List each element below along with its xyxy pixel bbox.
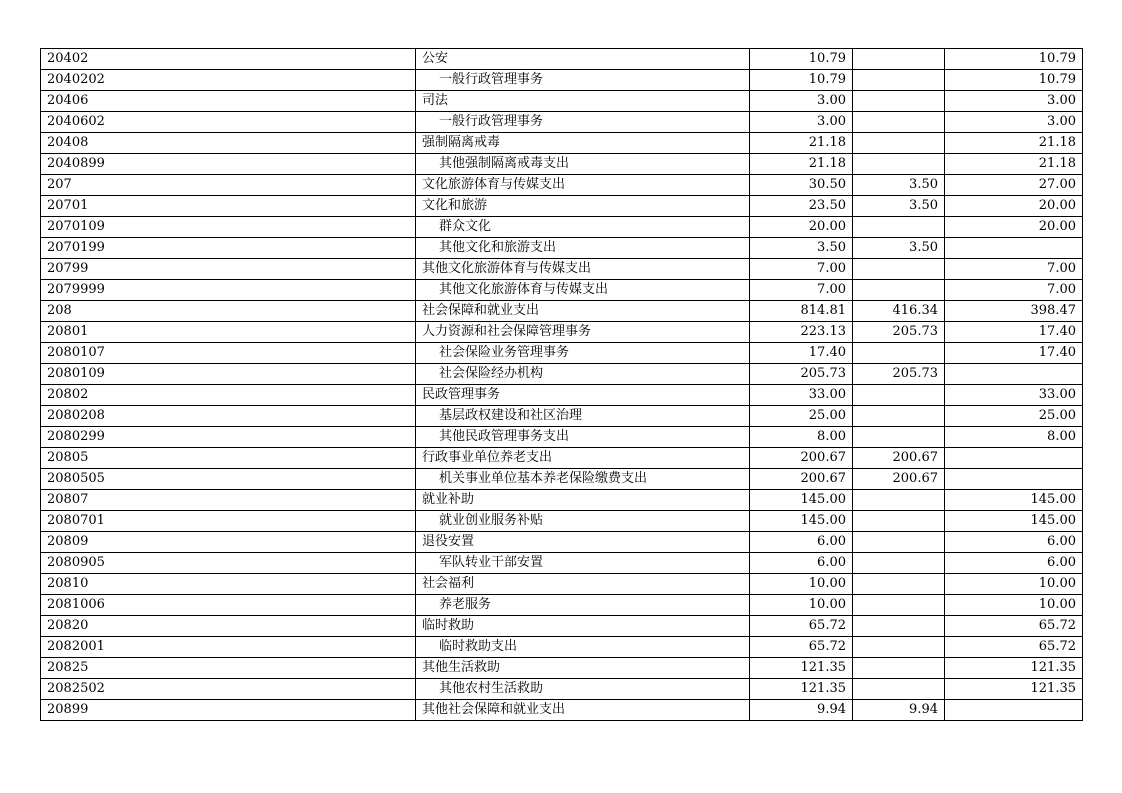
subject-name-cell: 文化和旅游 (416, 196, 750, 217)
subject-code-cell: 2040202 (41, 70, 416, 91)
subject-code-cell: 20801 (41, 322, 416, 343)
total-amount-cell: 10.00 (750, 574, 853, 595)
total-amount-cell: 10.79 (750, 70, 853, 91)
subject-code-cell: 207 (41, 175, 416, 196)
basic-expenditure-cell (853, 259, 945, 280)
subject-name-cell: 其他文化旅游体育与传媒支出 (416, 280, 750, 301)
table-row (41, 49, 1083, 70)
subject-name-cell: 社会保险业务管理事务 (416, 343, 750, 364)
basic-expenditure-cell (853, 427, 945, 448)
subject-name-cell: 公安 (416, 49, 750, 70)
total-amount-cell: 3.00 (750, 91, 853, 112)
subject-code-cell: 208 (41, 301, 416, 322)
subject-code-cell: 20809 (41, 532, 416, 553)
project-expenditure-cell: 6.00 (945, 532, 1083, 553)
total-amount-cell: 205.73 (750, 364, 853, 385)
subject-name-cell: 军队转业干部安置 (416, 553, 750, 574)
basic-expenditure-cell: 205.73 (853, 364, 945, 385)
subject-name-cell: 临时救助 (416, 616, 750, 637)
subject-name-cell: 行政事业单位养老支出 (416, 448, 750, 469)
project-expenditure-cell: 17.40 (945, 343, 1083, 364)
subject-code-cell: 2080701 (41, 511, 416, 532)
total-amount-cell: 9.94 (750, 700, 853, 721)
basic-expenditure-cell: 416.34 (853, 301, 945, 322)
subject-name-cell: 其他社会保障和就业支出 (416, 700, 750, 721)
budget-table-body (41, 49, 1083, 721)
total-amount-cell: 7.00 (750, 259, 853, 280)
table-row (41, 532, 1083, 553)
total-amount-cell: 8.00 (750, 427, 853, 448)
subject-code-cell: 2070109 (41, 217, 416, 238)
basic-expenditure-cell (853, 112, 945, 133)
basic-expenditure-cell (853, 385, 945, 406)
total-amount-cell: 10.00 (750, 595, 853, 616)
total-amount-cell: 145.00 (750, 511, 853, 532)
project-expenditure-cell: 10.00 (945, 574, 1083, 595)
basic-expenditure-cell: 205.73 (853, 322, 945, 343)
subject-code-cell: 20799 (41, 259, 416, 280)
subject-code-cell: 2040899 (41, 154, 416, 175)
project-expenditure-cell: 121.35 (945, 658, 1083, 679)
basic-expenditure-cell (853, 616, 945, 637)
subject-code-cell: 20899 (41, 700, 416, 721)
project-expenditure-cell: 145.00 (945, 511, 1083, 532)
subject-code-cell: 20820 (41, 616, 416, 637)
project-expenditure-cell: 20.00 (945, 196, 1083, 217)
basic-expenditure-cell (853, 658, 945, 679)
basic-expenditure-cell: 200.67 (853, 448, 945, 469)
project-expenditure-cell: 7.00 (945, 259, 1083, 280)
subject-name-cell: 群众文化 (416, 217, 750, 238)
subject-name-cell: 文化旅游体育与传媒支出 (416, 175, 750, 196)
total-amount-cell: 17.40 (750, 343, 853, 364)
project-expenditure-cell: 6.00 (945, 553, 1083, 574)
table-row (41, 406, 1083, 427)
project-expenditure-cell: 121.35 (945, 679, 1083, 700)
table-row (41, 448, 1083, 469)
total-amount-cell: 7.00 (750, 280, 853, 301)
table-row (41, 259, 1083, 280)
basic-expenditure-cell (853, 532, 945, 553)
subject-name-cell: 基层政权建设和社区治理 (416, 406, 750, 427)
table-row (41, 364, 1083, 385)
subject-name-cell: 其他农村生活救助 (416, 679, 750, 700)
subject-code-cell: 2081006 (41, 595, 416, 616)
subject-name-cell: 社会福利 (416, 574, 750, 595)
table-row (41, 427, 1083, 448)
subject-code-cell: 2080905 (41, 553, 416, 574)
subject-name-cell: 强制隔离戒毒 (416, 133, 750, 154)
table-row (41, 154, 1083, 175)
subject-code-cell: 20701 (41, 196, 416, 217)
total-amount-cell: 200.67 (750, 469, 853, 490)
subject-code-cell: 20825 (41, 658, 416, 679)
table-row (41, 217, 1083, 238)
basic-expenditure-cell (853, 553, 945, 574)
total-amount-cell: 23.50 (750, 196, 853, 217)
table-row (41, 595, 1083, 616)
subject-code-cell: 20802 (41, 385, 416, 406)
table-row (41, 637, 1083, 658)
total-amount-cell: 21.18 (750, 154, 853, 175)
project-expenditure-cell: 10.79 (945, 49, 1083, 70)
total-amount-cell: 65.72 (750, 637, 853, 658)
table-row (41, 679, 1083, 700)
basic-expenditure-cell: 3.50 (853, 175, 945, 196)
table-row (41, 112, 1083, 133)
table-row (41, 616, 1083, 637)
project-expenditure-cell: 10.79 (945, 70, 1083, 91)
total-amount-cell: 10.79 (750, 49, 853, 70)
subject-code-cell: 20807 (41, 490, 416, 511)
table-row (41, 574, 1083, 595)
subject-name-cell: 其他文化旅游体育与传媒支出 (416, 259, 750, 280)
project-expenditure-cell: 8.00 (945, 427, 1083, 448)
basic-expenditure-cell: 9.94 (853, 700, 945, 721)
total-amount-cell: 223.13 (750, 322, 853, 343)
basic-expenditure-cell (853, 154, 945, 175)
subject-name-cell: 养老服务 (416, 595, 750, 616)
subject-code-cell: 2080107 (41, 343, 416, 364)
project-expenditure-cell: 33.00 (945, 385, 1083, 406)
total-amount-cell: 145.00 (750, 490, 853, 511)
total-amount-cell: 6.00 (750, 532, 853, 553)
basic-expenditure-cell (853, 679, 945, 700)
subject-code-cell: 2070199 (41, 238, 416, 259)
basic-expenditure-cell: 200.67 (853, 469, 945, 490)
project-expenditure-cell: 7.00 (945, 280, 1083, 301)
basic-expenditure-cell (853, 91, 945, 112)
subject-code-cell: 2080505 (41, 469, 416, 490)
total-amount-cell: 30.50 (750, 175, 853, 196)
subject-code-cell: 2082001 (41, 637, 416, 658)
basic-expenditure-cell (853, 133, 945, 154)
basic-expenditure-cell (853, 490, 945, 511)
table-row (41, 343, 1083, 364)
basic-expenditure-cell: 3.50 (853, 238, 945, 259)
table-row (41, 658, 1083, 679)
basic-expenditure-cell (853, 511, 945, 532)
table-row (41, 133, 1083, 154)
basic-expenditure-cell (853, 595, 945, 616)
total-amount-cell: 21.18 (750, 133, 853, 154)
subject-code-cell: 2082502 (41, 679, 416, 700)
total-amount-cell: 6.00 (750, 553, 853, 574)
table-row (41, 70, 1083, 91)
total-amount-cell: 3.00 (750, 112, 853, 133)
project-expenditure-cell: 10.00 (945, 595, 1083, 616)
project-expenditure-cell: 3.00 (945, 91, 1083, 112)
total-amount-cell: 3.50 (750, 238, 853, 259)
project-expenditure-cell: 65.72 (945, 616, 1083, 637)
subject-name-cell: 一般行政管理事务 (416, 70, 750, 91)
project-expenditure-cell: 21.18 (945, 133, 1083, 154)
subject-name-cell: 司法 (416, 91, 750, 112)
total-amount-cell: 65.72 (750, 616, 853, 637)
subject-name-cell: 一般行政管理事务 (416, 112, 750, 133)
basic-expenditure-cell (853, 280, 945, 301)
budget-table (40, 48, 1083, 721)
subject-name-cell: 社会保障和就业支出 (416, 301, 750, 322)
subject-code-cell: 2080208 (41, 406, 416, 427)
project-expenditure-cell: 17.40 (945, 322, 1083, 343)
project-expenditure-cell: 145.00 (945, 490, 1083, 511)
table-row (41, 553, 1083, 574)
subject-code-cell: 2080299 (41, 427, 416, 448)
table-row (41, 175, 1083, 196)
total-amount-cell: 20.00 (750, 217, 853, 238)
project-expenditure-cell: 21.18 (945, 154, 1083, 175)
subject-name-cell: 人力资源和社会保障管理事务 (416, 322, 750, 343)
basic-expenditure-cell (853, 343, 945, 364)
table-row (41, 511, 1083, 532)
total-amount-cell: 33.00 (750, 385, 853, 406)
subject-code-cell: 2079999 (41, 280, 416, 301)
table-row (41, 490, 1083, 511)
project-expenditure-cell: 27.00 (945, 175, 1083, 196)
table-row (41, 469, 1083, 490)
basic-expenditure-cell (853, 70, 945, 91)
subject-name-cell: 其他民政管理事务支出 (416, 427, 750, 448)
project-expenditure-cell (945, 448, 1083, 469)
total-amount-cell: 121.35 (750, 679, 853, 700)
project-expenditure-cell (945, 238, 1083, 259)
project-expenditure-cell: 398.47 (945, 301, 1083, 322)
subject-name-cell: 机关事业单位基本养老保险缴费支出 (416, 469, 750, 490)
basic-expenditure-cell (853, 217, 945, 238)
table-row (41, 322, 1083, 343)
basic-expenditure-cell (853, 49, 945, 70)
table-row (41, 91, 1083, 112)
subject-name-cell: 其他强制隔离戒毒支出 (416, 154, 750, 175)
table-row (41, 385, 1083, 406)
subject-name-cell: 临时救助支出 (416, 637, 750, 658)
subject-code-cell: 20805 (41, 448, 416, 469)
total-amount-cell: 121.35 (750, 658, 853, 679)
subject-code-cell: 20402 (41, 49, 416, 70)
project-expenditure-cell: 65.72 (945, 637, 1083, 658)
subject-name-cell: 民政管理事务 (416, 385, 750, 406)
project-expenditure-cell: 25.00 (945, 406, 1083, 427)
basic-expenditure-cell: 3.50 (853, 196, 945, 217)
project-expenditure-cell (945, 700, 1083, 721)
subject-name-cell: 就业补助 (416, 490, 750, 511)
total-amount-cell: 814.81 (750, 301, 853, 322)
basic-expenditure-cell (853, 637, 945, 658)
subject-name-cell: 退役安置 (416, 532, 750, 553)
subject-code-cell: 20810 (41, 574, 416, 595)
basic-expenditure-cell (853, 406, 945, 427)
table-row (41, 700, 1083, 721)
table-row (41, 280, 1083, 301)
table-row (41, 196, 1083, 217)
project-expenditure-cell: 3.00 (945, 112, 1083, 133)
subject-code-cell: 20408 (41, 133, 416, 154)
subject-name-cell: 其他生活救助 (416, 658, 750, 679)
subject-code-cell: 2040602 (41, 112, 416, 133)
total-amount-cell: 200.67 (750, 448, 853, 469)
subject-name-cell: 就业创业服务补贴 (416, 511, 750, 532)
total-amount-cell: 25.00 (750, 406, 853, 427)
subject-code-cell: 2080109 (41, 364, 416, 385)
project-expenditure-cell (945, 469, 1083, 490)
basic-expenditure-cell (853, 574, 945, 595)
subject-name-cell: 其他文化和旅游支出 (416, 238, 750, 259)
table-row (41, 238, 1083, 259)
table-row (41, 301, 1083, 322)
project-expenditure-cell (945, 364, 1083, 385)
subject-name-cell: 社会保险经办机构 (416, 364, 750, 385)
project-expenditure-cell: 20.00 (945, 217, 1083, 238)
subject-code-cell: 20406 (41, 91, 416, 112)
